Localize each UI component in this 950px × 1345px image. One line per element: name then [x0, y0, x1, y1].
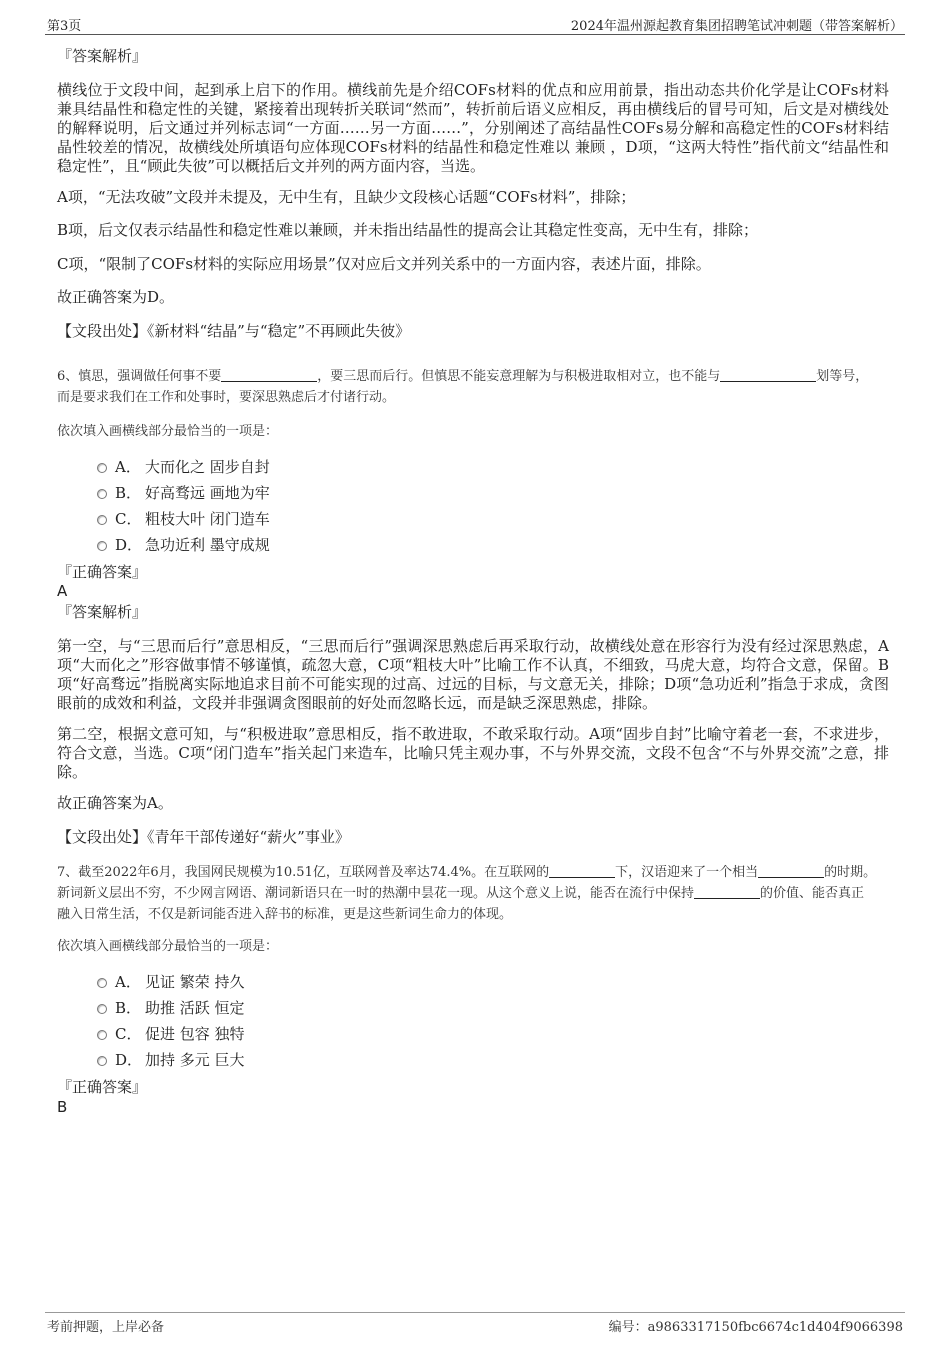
q6-correct-answer: A [57, 582, 68, 600]
radio-icon[interactable] [97, 978, 107, 988]
page-header [45, 14, 905, 35]
q7-prompt: 依次填入画横线部分最恰当的一项是： [57, 939, 279, 954]
q7-correct-title: 『正确答案』 [57, 1078, 148, 1096]
q6-prompt: 依次填入画横线部分最恰当的一项是： [57, 424, 279, 439]
q5-analysis-p2: A项，“无法攻破”文段并未提及，无中生有，且缺少文段核心话题“COFs材料”，排除； [57, 188, 636, 206]
q7-blank-3 [694, 884, 760, 899]
q6-analysis-title: 『答案解析』 [57, 603, 148, 621]
footer-code: 编号：a9863317150fbc6674c1d404f9066398 [608, 1320, 903, 1335]
q7-option-c[interactable]: C． 促进 包容 独特 [97, 1025, 245, 1044]
radio-icon[interactable] [97, 1030, 107, 1040]
radio-icon[interactable] [97, 489, 107, 499]
q6-correct-title: 『正确答案』 [57, 563, 148, 581]
q6-analysis-p2: 第二空，根据文意可知，与“积极进取”意思相反，指不敢进取，不敢采取行动。A项“固步自封”比喻守着老一套，不求进步，符合文意，当选。C项“闭门造车”指关起门来造车，比喻只凭主观办事，不与外界交流，文段不包含“不与外界交流”之意，排除。 [57, 725, 889, 781]
radio-icon[interactable] [97, 463, 107, 473]
q6-stem: 6、慎思，强调做任何事不要 ，要三思而后行。但慎思不能妄意理解为与积极进取相对立，也不能与 划等号， 而是要求我们在工作和处事时，要深思熟虑后才付诸行动。 [57, 369, 869, 405]
q6-blank-1 [221, 367, 317, 382]
radio-icon[interactable] [97, 515, 107, 525]
radio-icon[interactable] [97, 541, 107, 551]
q5-answer-line: 故正确答案为D。 [57, 288, 175, 306]
q7-blank-1 [549, 863, 615, 878]
q7-option-b[interactable]: B． 助推 活跃 恒定 [97, 999, 245, 1018]
radio-icon[interactable] [97, 1056, 107, 1066]
q6-blank-2 [720, 367, 816, 382]
q6-option-a[interactable]: A． 大而化之 固步自封 [97, 458, 270, 477]
q6-option-d[interactable]: D． 急功近利 墨守成规 [97, 536, 270, 555]
footer-slogan: 考前押题，上岸必备 [47, 1320, 165, 1335]
q5-source: 【文段出处】《新材料“结晶”与“稳定”不再顾此失彼》 [57, 322, 411, 340]
q6-analysis-p1: 第一空，与“三思而后行”意思相反，“三思而后行”强调深思熟虑后再采取行动，故横线处意在形容行为没有经过深思熟虑，A项“大而化之”形容做事情不够谨慎，疏忽大意，C项“粗枝大叶”比喻工作不认真，不细致，马虎大意，均符合文意，保留。B项“好高骛远”指脱离实际地追求目前不可能实现的过高、过远的目标，与文意无关，排除；D项“急功近利”指急于求成，贪图眼前的成效和利益，文段并非强调贪图眼前的好处而忽略长远，而是缺乏深思熟虑，排除。 [57, 637, 889, 712]
q6-answer-line: 故正确答案为A。 [57, 794, 173, 812]
page-footer [45, 1312, 905, 1337]
q7-correct-answer: B [57, 1098, 68, 1116]
page-number: 第3页 [47, 19, 82, 34]
q6-source: 【文段出处】《青年干部传递好“薪火”事业》 [57, 828, 350, 846]
document-title: 2024年温州源起教育集团招聘笔试冲刺题（带答案解析） [570, 19, 903, 34]
q7-option-a[interactable]: A． 见证 繁荣 持久 [97, 973, 245, 992]
q5-analysis-title: 『答案解析』 [57, 47, 148, 65]
q7-stem: 7、截至2022年6月，我国网民规模为10.51亿，互联网普及率达74.4%。在互联网的 下，汉语迎来了一个相当 的时期。 新词新义层出不穷，不少网言网语、潮词新语只在一时的热潮中昙花一现。从这个意义上说，能否在流行中保持 的价值、能否真正 融入日常生活，不仅是新词能否进入辞书的标准，更是这些新词生命力的体现。 [57, 865, 877, 922]
q6-option-c[interactable]: C． 粗枝大叶 闭门造车 [97, 510, 270, 529]
q6-option-b[interactable]: B． 好高骛远 画地为牢 [97, 484, 270, 503]
q5-analysis-p3: B项，后文仅表示结晶性和稳定性难以兼顾，并未指出结晶性的提高会让其稳定性变高，无中生有，排除； [57, 221, 759, 239]
q5-analysis-p4: C项，“限制了COFs材料的实际应用场景”仅对应后文并列关系中的一方面内容，表述片面，排除。 [57, 255, 711, 273]
q7-blank-2 [758, 863, 824, 878]
q7-option-d[interactable]: D． 加持 多元 巨大 [97, 1051, 245, 1070]
radio-icon[interactable] [97, 1004, 107, 1014]
q5-analysis-p1: 横线位于文段中间，起到承上启下的作用。横线前先是介绍COFs材料的优点和应用前景，指出动态共价化学是让COFs材料兼具结晶性和稳定性的关键，紧接着出现转折关联词“然而”，转折前后语义应相反，再由横线后的冒号可知，后文是对横线处的解释说明，后文通过并列标志词“一方面……另一方面……”，分别阐述了高结晶性COFs易分解和高稳定性的COFs材料结晶性较差的情况，故横线处所填语句应体现COFs材料的结晶性和稳定性难以 兼顾 ，D项，“这两大特性”指代前文“结晶性和稳定性”，且“顾此失彼”可以概括后文并列的两方面内容，当选。 [57, 81, 889, 175]
